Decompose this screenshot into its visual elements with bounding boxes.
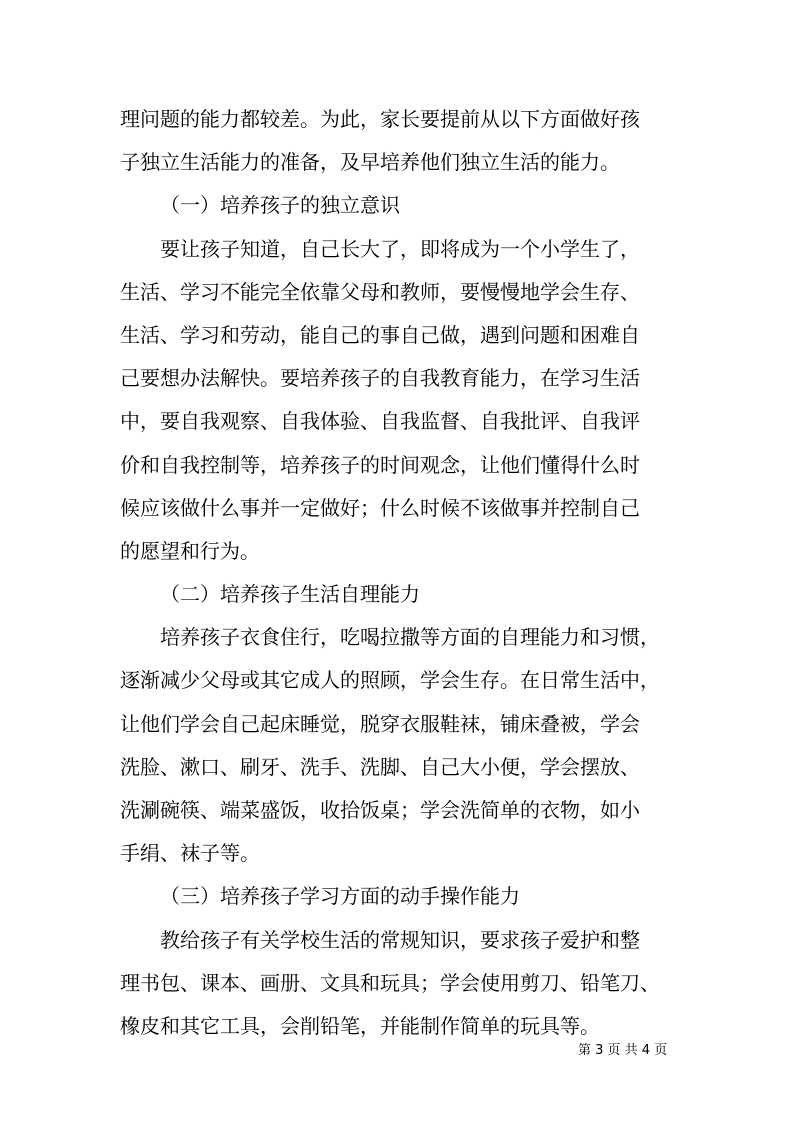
text-line: 生活、学习和劳动，能自己的事自己做，遇到问题和困难自 (120, 322, 640, 347)
text-line: 洗脸、漱口、刷牙、洗手、洗脚、自己大小便，学会摆放、 (120, 754, 640, 779)
text-line: 中，要自我观察、自我体验、自我监督、自我批评、自我评 (120, 409, 640, 434)
section-heading: （三）培养孩子学习方面的动手操作能力 (160, 884, 520, 909)
text-line: 理问题的能力都较差。为此，家长要提前从以下方面做好孩 (120, 107, 640, 131)
text-line: 理书包、课本、画册、文具和玩具；学会使用剪刀、铅笔刀、 (120, 970, 660, 995)
text-line: 橡皮和其它工具，会削铅笔，并能制作简单的玩具等。 (120, 1013, 600, 1038)
text-line: 要让孩子知道，自己长大了，即将成为一个小学生了， (160, 236, 640, 261)
text-line: 己要想办法解快。要培养孩子的自我教育能力，在学习生活 (120, 366, 640, 391)
text-line: 教给孩子有关学校生活的常规知识，要求孩子爱护和整 (160, 927, 640, 952)
text-line: 手绢、袜子等。 (120, 841, 260, 866)
text-line: 让他们学会自己起床睡觉，脱穿衣服鞋袜，铺床叠被，学会 (120, 711, 640, 736)
text-line: 候应该做什么事并一定做好；什么时候不该做事并控制自己 (120, 495, 640, 520)
text-line: 生活、学习不能完全依靠父母和教师，要慢慢地学会生存、 (120, 279, 640, 304)
text-line: 培养孩子衣食住行，吃喝拉撒等方面的自理能力和习惯， (160, 625, 660, 650)
section-heading: （二）培养孩子生活自理能力 (160, 582, 420, 607)
text-line: 价和自我控制等，培养孩子的时间观念，让他们懂得什么时 (120, 452, 640, 477)
document-body (120, 98, 686, 1048)
text-line: 的愿望和行为。 (120, 538, 260, 563)
page-number: 第 3 页 共 4 页 (578, 1043, 668, 1058)
text-line: 洗涮碗筷、端菜盛饭，收拾饭桌；学会洗简单的衣物，如小 (120, 798, 640, 822)
text-line: 逐渐减少父母或其它成人的照顾，学会生存。在日常生活中， (120, 668, 660, 693)
text-line: 子独立生活能力的准备，及早培养他们独立生活的能力。 (120, 150, 620, 175)
section-heading: （一）培养孩子的独立意识 (160, 193, 400, 218)
